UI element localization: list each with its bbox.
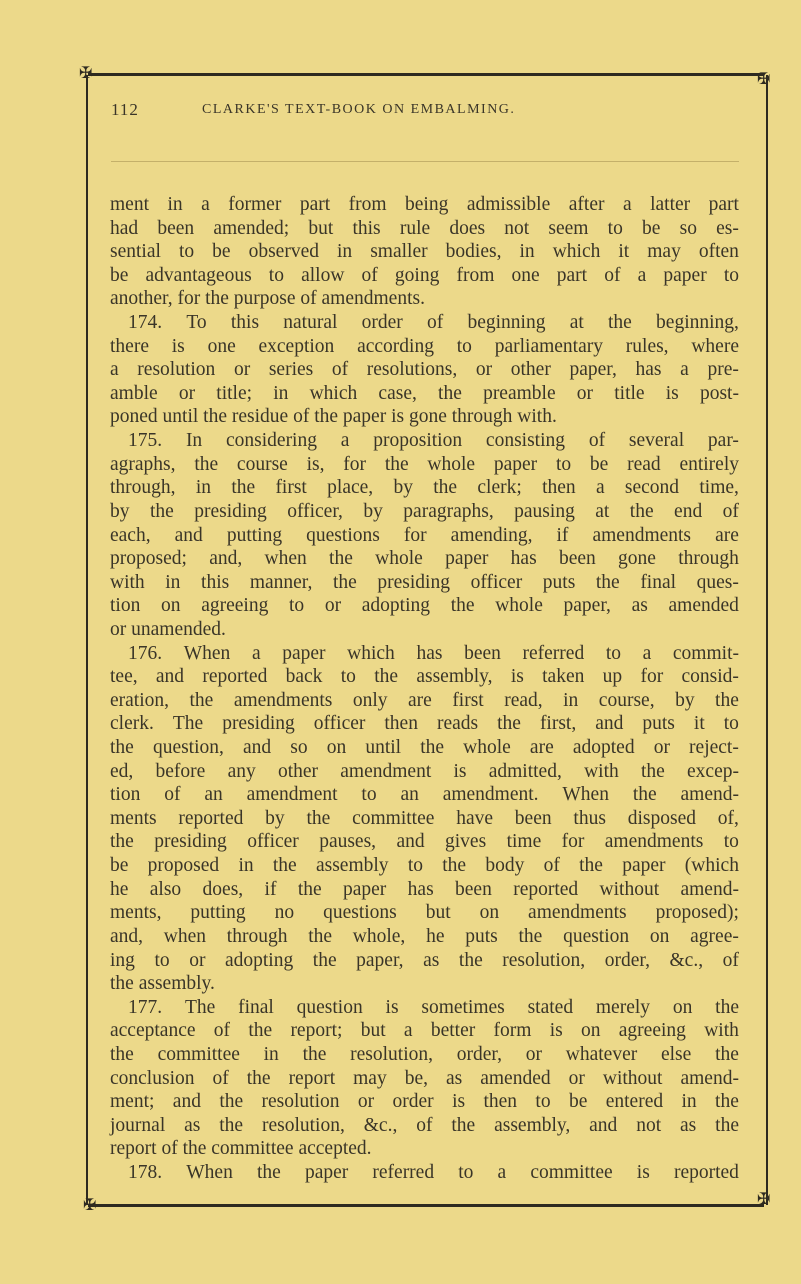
text-line: proposed; and, when the whole paper has been gone through (110, 548, 739, 570)
text-line: another, for the purpose of amendments. (110, 288, 425, 310)
body-text (110, 193, 739, 1185)
text-line: report of the committee accepted. (110, 1138, 372, 1160)
text-line: through, in the first place, by the clerk; then a second time, (110, 477, 739, 499)
corner-ornament-icon: ✠ (757, 1191, 771, 1208)
text-line: there is one exception according to parliamentary rules, where (110, 335, 739, 357)
text-line: the assembly. (110, 973, 215, 995)
text-line: 178. When the paper referred to a committee is reported (128, 1161, 739, 1183)
text-line: he also does, if the paper has been reported without amend- (110, 878, 739, 900)
text-line: ments reported by the committee have been thus disposed of, (110, 807, 739, 829)
text-line: conclusion of the report may be, as amended or without amend- (110, 1067, 739, 1089)
page-number: 112 (111, 100, 139, 119)
text-line: ment; and the resolution or order is then to be entered in the (110, 1091, 739, 1113)
text-line: or unamended. (110, 618, 226, 640)
text-line: journal as the resolution, &c., of the assembly, and not as the (110, 1114, 739, 1136)
text-line: the committee in the resolution, order, or whatever else the (110, 1043, 739, 1065)
text-line: sential to be observed in smaller bodies, in which it may often (110, 241, 739, 263)
text-line: agraphs, the course is, for the whole paper to be read entirely (110, 453, 739, 475)
text-line: had been amended; but this rule does not seem to be so es- (110, 217, 739, 239)
header-divider (111, 161, 739, 162)
text-line: tion on agreeing to or adopting the whole paper, as amended (110, 595, 739, 617)
text-line: eration, the amendments only are first read, in course, by the (110, 689, 739, 711)
text-line: tion of an amendment to an amendment. When the amend- (110, 784, 739, 806)
text-line: ment in a former part from being admissible after a latter part (110, 194, 739, 215)
corner-ornament-icon: ✠ (79, 65, 93, 82)
running-title: CLARKE'S TEXT-BOOK ON EMBALMING. (202, 102, 516, 117)
text-line: ing to or adopting the paper, as the resolution, order, &c., of (110, 949, 739, 971)
text-line: tee, and reported back to the assembly, is taken up for consid- (110, 666, 739, 688)
corner-ornament-icon: ✠ (83, 1197, 97, 1214)
text-line: ed, before any other amendment is admitted, with the excep- (110, 760, 739, 782)
text-line: 177. The final question is sometimes stated merely on the (128, 996, 739, 1018)
text-line: 174. To this natural order of beginning at the beginning, (128, 312, 739, 334)
text-line: 176. When a paper which has been referred to a commit- (128, 642, 739, 664)
text-line: by the presiding officer, by paragraphs, pausing at the end of (110, 500, 739, 522)
text-line: the question, and so on until the whole are adopted or reject- (110, 737, 739, 759)
text-line: be advantageous to allow of going from one part of a paper to (110, 264, 739, 286)
text-line: 175. In considering a proposition consisting of several par- (128, 430, 739, 452)
text-line: each, and putting questions for amending, if amendments are (110, 524, 739, 546)
text-line: ments, putting no questions but on amendments proposed); (110, 902, 739, 924)
text-line: amble or title; in which case, the preamble or title is post- (110, 382, 739, 404)
corner-ornament-icon: ✠ (757, 71, 771, 88)
text-line: and, when through the whole, he puts the question on agree- (110, 925, 739, 947)
text-line: acceptance of the report; but a better form is on agreeing with (110, 1020, 739, 1042)
text-line: clerk. The presiding officer then reads the first, and puts it to (110, 713, 739, 735)
text-line: with in this manner, the presiding officer puts the final ques- (110, 571, 739, 593)
text-line: be proposed in the assembly to the body of the paper (which (110, 855, 739, 877)
text-line: the presiding officer pauses, and gives time for amendments to (110, 831, 739, 853)
text-line: poned until the residue of the paper is gone through with. (110, 406, 557, 428)
text-line: a resolution or series of resolutions, or other paper, has a pre- (110, 359, 739, 381)
